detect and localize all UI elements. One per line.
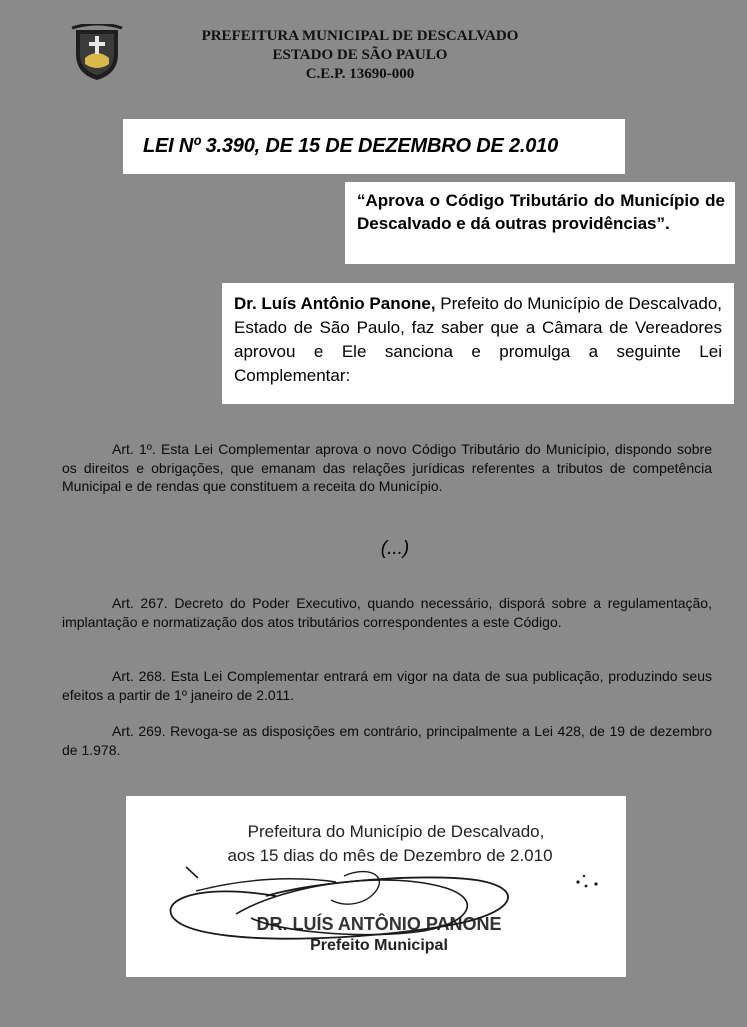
header-line-3: C.E.P. 13690-000 bbox=[305, 66, 415, 82]
ementa-text: “Aprova o Código Tributário do Município de Descalvado e dá outras providências”. bbox=[357, 191, 725, 233]
article-267: Art. 267. Decreto do Poder Executivo, quando necessário, disporá sobre a regulamentação, implantação e normatização dos atos tributários correspondentes a este Código. bbox=[62, 595, 712, 630]
signature-place: Prefeitura do Município de Descalvado, bbox=[247, 822, 545, 841]
signature-date: aos 15 dias do mês de Dezembro de 2.010 bbox=[227, 846, 553, 865]
signatory-role: Prefeito Municipal bbox=[310, 937, 448, 954]
preamble-body: Prefeito do Município de Descalvado, Estado de São Paulo, faz saber que a Câmara de Vereadores aprovou e Ele sanciona e promulga a seguinte Lei Complementar: bbox=[234, 294, 722, 385]
omission-ellipsis: (...) bbox=[380, 538, 410, 559]
law-title-box bbox=[123, 119, 625, 174]
header-text bbox=[140, 27, 580, 84]
header-line-1: PREFEITURA MUNICIPAL DE DESCALVADO bbox=[201, 28, 519, 44]
signature-block bbox=[126, 796, 626, 977]
municipal-coat-of-arms-icon bbox=[70, 24, 124, 82]
article-1: Art. 1º. Esta Lei Complementar aprova o novo Código Tributário do Município, dispondo sobre os direitos e obrigações, que emanam das relações jurídicas referentes a tributos de competência Municipal e de rendas que constituem a receita do Município. bbox=[62, 441, 712, 494]
signatory-name: DR. LUÍS ANTÔNIO PANONE bbox=[256, 914, 502, 934]
preamble-box bbox=[222, 283, 734, 404]
header-line-2: ESTADO DE SÃO PAULO bbox=[272, 47, 448, 63]
handwritten-signature-icon bbox=[126, 796, 626, 977]
document-header bbox=[0, 22, 747, 88]
preamble-text bbox=[234, 292, 722, 388]
preamble-mayor-name: Dr. Luís Antônio Panone, bbox=[234, 294, 436, 313]
law-title: LEI Nº 3.390, DE 15 DE DEZEMBRO DE 2.010 bbox=[143, 135, 559, 157]
article-269: Art. 269. Revoga-se as disposições em contrário, principalmente a Lei 428, de 19 de dezembro de 1.978. bbox=[62, 723, 712, 758]
ementa-box bbox=[345, 182, 735, 264]
article-268: Art. 268. Esta Lei Complementar entrará em vigor na data de sua publicação, produzindo seus efeitos a partir de 1º janeiro de 2.011. bbox=[62, 668, 712, 703]
